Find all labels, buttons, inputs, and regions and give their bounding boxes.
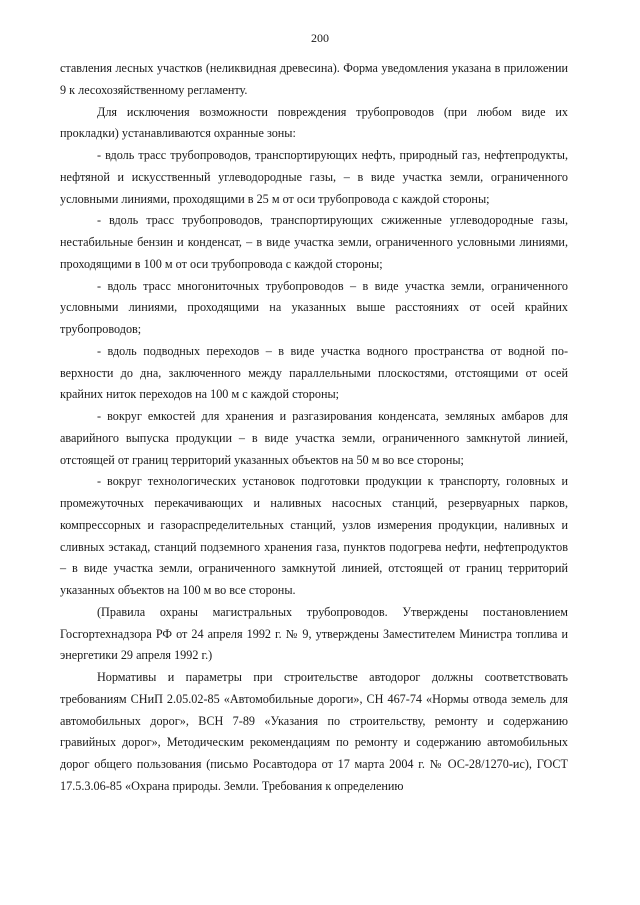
page-body xyxy=(60,58,568,798)
list-item: - вдоль трасс трубопроводов, транспортирующих сжиженные углеводородные газы, нестабильные бензин и конденсат, – в виде участка земли, ограниченного условными линиями, проходящими в 100 м от оси трубопровода с каждой стороны; xyxy=(60,213,568,271)
list-item: - вокруг емкостей для хранения и разгазирования конденсата, земляных амбаров для аварийного выпуска продукции – в виде участка земли, ограниченного замкнутой линией, отстоящей от границ территорий указанных объектов на 50 м во все стороны; xyxy=(60,409,568,467)
list-item: - вдоль трасс многониточных трубопроводов – в виде участка земли, ограниченного условными линиями, проходящими на указанных выше расстояниях от осей крайних трубопроводов; xyxy=(60,278,568,336)
page-number: 200 xyxy=(311,31,329,45)
list-item: - вдоль подводных переходов – в виде участка водного пространства от водной поверхности до дна, заключенного между параллельными плоскостями, отстоящими от осей крайних ниток переходов на 100 м с каждой стороны; xyxy=(60,343,568,402)
paragraph: ставления лесных участков (неликвидная древесина). Форма уведомления указана в приложении 9 к лесохозяйственному регламенту. xyxy=(60,61,568,97)
paragraph: Для исключения возможности повреждения трубопроводов (при любом виде их прокладки) устанавливаются охранные зоны: xyxy=(60,104,568,141)
citation-paragraph: (Правила охраны магистральных трубопроводов. Утверждены постановлением Госгортехнадзора РФ от 24 апреля 1992 г. № 9, утверждены Заместителем Министра топлива и энергетики 29 апреля 1992 г.) xyxy=(60,604,568,663)
paragraph: Нормативы и параметры при строительстве автодорог должны соответствовать требованиям СНиП 2.05.02-85 «Автомобильные дороги», СН 467-74 «Нормы отвода земель для автомобильных дорог», ВСН 7-89 «Указания по строительству, ремонту и содержанию гравийных дорог», Методическим рекомендациям по ремонту и содержанию автомобильных дорог общего пользования (письмо Росавтодора от 17 марта 2004 г. № ОС-28/1270-ис), ГОСТ 17.5.3.06-85 «Охрана природы. Земли. Требования к определению xyxy=(60,670,568,793)
list-item: - вокруг технологических установок подготовки продукции к транспорту, головных и промежуточных перекачивающих и наливных насосных станций, резервуарных парков, компрессорных и газораспределительных станций, узлов измерения продукции, наливных и сливных эстакад, станций подземного хранения газа, пунктов подогрева нефти, нефтепродуктов – в виде участка земли, ограниченного замкнутой линией, отстоящей от границ территорий указанных объектов на 100 м во все стороны. xyxy=(60,474,568,597)
list-item: - вдоль трасс трубопроводов, транспортирующих нефть, природный газ, нефтепродукты, нефтяной и искусственный углеводородные газы, – в виде участка земли, ограниченного условными линиями, проходящими в 25 м от оси трубопровода с каждой стороны; xyxy=(60,148,568,206)
